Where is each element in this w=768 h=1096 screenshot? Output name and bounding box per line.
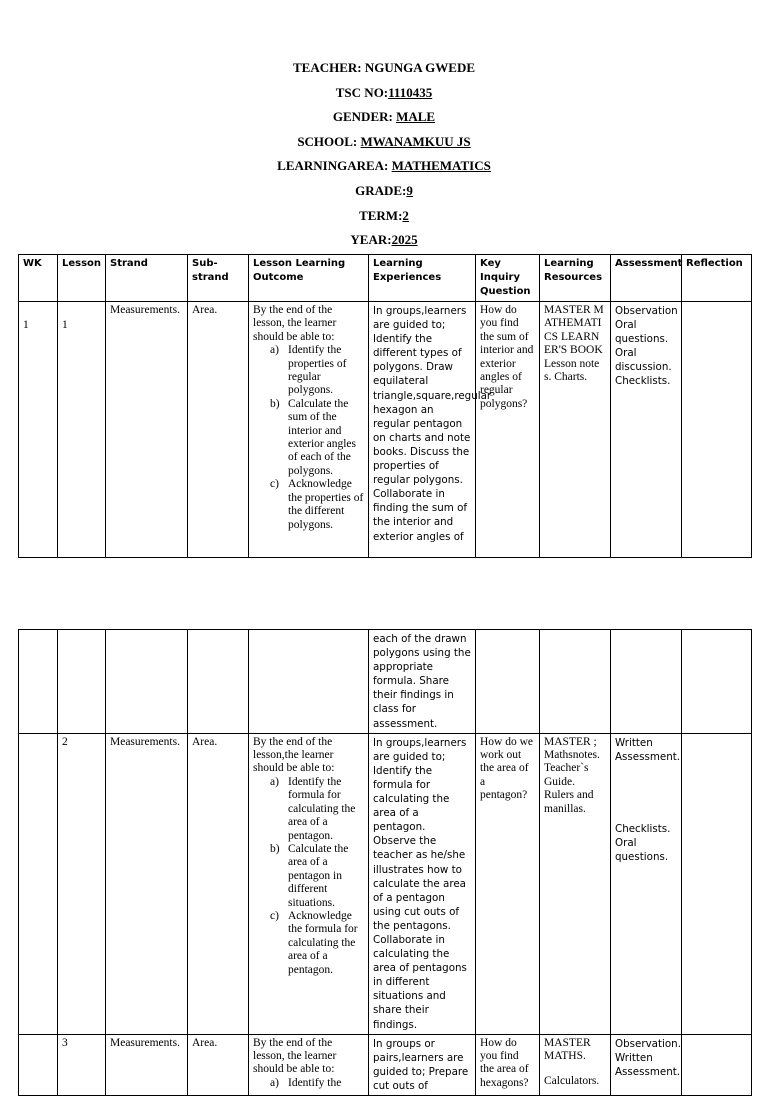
outcome-cell bbox=[249, 733, 369, 1034]
reflection-cell bbox=[682, 733, 752, 1034]
strand-cell: Measurements. bbox=[106, 733, 188, 1034]
assessment-item: Oral questions. bbox=[615, 836, 669, 864]
learning-area-value: MATHEMATICS bbox=[391, 158, 491, 174]
outcome-marker: b) bbox=[270, 842, 280, 855]
outcome-marker: a) bbox=[270, 775, 279, 788]
gender-label: GENDER: bbox=[332, 109, 397, 125]
strand-cell: Measurements. bbox=[106, 302, 188, 558]
reflection-cell bbox=[682, 302, 752, 558]
outcome-intro: By the end of the lesson, the learner should be able to: bbox=[253, 1036, 337, 1076]
assessment-cell bbox=[611, 733, 682, 1034]
strand-cell: Measurements. bbox=[106, 1034, 188, 1095]
outcome-text: Identify the properties of regular polygons. bbox=[288, 344, 347, 397]
strand-cell bbox=[106, 630, 188, 734]
assessment-cell bbox=[611, 302, 682, 558]
experiences-cell: In groups,learners are guided to; Identify the different types of polygons. Draw equilateral triangle,square,regular hexagon an regular pentagon on charts and note books. Discuss the properties of regular polygons. Collaborate in finding the sum of the interior and exterior angles of bbox=[369, 302, 476, 558]
question-cell bbox=[476, 630, 540, 734]
gender-value: MALE bbox=[396, 109, 436, 125]
reflection-cell bbox=[682, 1034, 752, 1095]
outcome-item bbox=[270, 909, 364, 977]
scheme-table-page-2 bbox=[18, 629, 752, 1096]
outcome-item bbox=[270, 344, 364, 398]
tsc-label: TSC NO: bbox=[335, 84, 389, 100]
scheme-table-page-1 bbox=[18, 254, 752, 558]
outcome-text: Identify the bbox=[288, 1076, 342, 1089]
outcome-marker: c) bbox=[270, 909, 279, 922]
lesson-cell bbox=[58, 302, 106, 558]
year-line bbox=[0, 230, 768, 255]
col-header-wk: WK bbox=[19, 255, 58, 302]
lesson-cell bbox=[58, 630, 106, 734]
term-label: TERM: bbox=[359, 207, 403, 223]
assessment-item: Oral questions. bbox=[615, 319, 669, 346]
question-cell: How do you find the area of hexagons? bbox=[476, 1034, 540, 1095]
substrand-cell bbox=[188, 630, 249, 734]
outcome-list bbox=[253, 776, 364, 977]
learning-area-line bbox=[0, 156, 768, 181]
outcome-intro: By the end of the lesson,the learner should be able to: bbox=[253, 735, 335, 775]
wk-cell bbox=[19, 733, 58, 1034]
resources-cell bbox=[540, 1034, 611, 1095]
outcome-marker: a) bbox=[270, 344, 279, 357]
col-header-experiences: Learning Experiences bbox=[369, 255, 476, 302]
assessment-item: Observation bbox=[615, 305, 678, 317]
col-header-substrand: Sub-strand bbox=[188, 255, 249, 302]
outcome-item bbox=[270, 842, 364, 910]
table-header-row bbox=[19, 255, 752, 302]
outcome-cell bbox=[249, 630, 369, 734]
col-header-outcome: Lesson Learning Outcome bbox=[249, 255, 369, 302]
table-row bbox=[19, 630, 752, 734]
assessment-item: Written Assessment. bbox=[615, 1051, 681, 1078]
experiences-cell: each of the drawn polygons using the appropriate formula. Share their findings in class for assessment. bbox=[369, 630, 476, 734]
table-row bbox=[19, 733, 752, 1034]
substrand-cell: Area. bbox=[188, 733, 249, 1034]
outcome-list bbox=[253, 344, 364, 532]
resources-item: MASTER MATHS. bbox=[544, 1036, 591, 1063]
tsc-value: 1110435 bbox=[388, 84, 433, 100]
assessment-item: Observation. bbox=[615, 1037, 681, 1050]
wk-cell bbox=[19, 630, 58, 734]
col-header-lesson: Lesson bbox=[58, 255, 106, 302]
year-value: 2025 bbox=[391, 232, 418, 248]
grade-value: 9 bbox=[406, 182, 413, 198]
school-label: SCHOOL: bbox=[297, 133, 361, 149]
school-value: MWANAMKUU JS bbox=[360, 133, 471, 149]
outcome-item bbox=[270, 478, 364, 532]
school-line bbox=[0, 132, 768, 157]
col-header-reflection: Reflection bbox=[682, 255, 752, 302]
outcome-item bbox=[270, 775, 364, 843]
assessment-item: Oral discussion. bbox=[615, 347, 672, 374]
substrand-cell: Area. bbox=[188, 302, 249, 558]
outcome-text: Calculate the sum of the interior and exterior angles of each of the polygons. bbox=[288, 397, 357, 477]
tsc-line bbox=[0, 83, 768, 108]
grade-line bbox=[0, 181, 768, 206]
lesson-cell: 2 bbox=[58, 733, 106, 1034]
gender-line bbox=[0, 107, 768, 132]
reflection-cell bbox=[682, 630, 752, 734]
col-header-assessment: Assessment bbox=[611, 255, 682, 302]
table-row bbox=[19, 1034, 752, 1095]
resources-cell: MASTER MATHEMATICS LEARNER'S BOOK Lesson notes. Charts. bbox=[540, 302, 611, 558]
question-cell: How do we work out the area of a pentagon? bbox=[476, 733, 540, 1034]
year-label: YEAR: bbox=[350, 232, 392, 248]
resources-cell bbox=[540, 630, 611, 734]
lesson-cell: 3 bbox=[58, 1034, 106, 1095]
outcome-text: Acknowledge the properties of the different polygons. bbox=[288, 478, 364, 531]
learning-area-label: LEARNINGAREA: bbox=[277, 158, 392, 174]
outcome-text: Acknowledge the formula for calculating the area of a pentagon. bbox=[288, 909, 358, 976]
outcome-item bbox=[270, 397, 364, 478]
substrand-cell: Area. bbox=[188, 1034, 249, 1095]
resources-item: Calculators. bbox=[544, 1075, 600, 1088]
outcome-marker: c) bbox=[270, 478, 279, 491]
assessment-item: Checklists. bbox=[615, 375, 671, 388]
resources-cell: MASTER ; Mathsnotes. Teacher`s Guide. Rulers and manillas. bbox=[540, 733, 611, 1034]
outcome-text: Identify the formula for calculating the area of a pentagon. bbox=[288, 775, 356, 842]
col-header-strand: Strand bbox=[106, 255, 188, 302]
outcome-list bbox=[253, 1077, 364, 1090]
lesson-value: 1 bbox=[62, 319, 68, 331]
wk-cell bbox=[19, 1034, 58, 1095]
term-line bbox=[0, 206, 768, 231]
outcome-intro: By the end of the lesson, the learner should be able to: bbox=[253, 304, 337, 343]
teacher-name: TEACHER: NGUNGA GWEDE bbox=[292, 60, 476, 75]
assessment-item: Written Assessment. bbox=[615, 736, 681, 763]
col-header-question: Key Inquiry Question bbox=[476, 255, 540, 302]
assessment-item: Checklists. bbox=[615, 822, 671, 835]
table-row bbox=[19, 302, 752, 558]
wk-value: 1 bbox=[23, 319, 29, 331]
outcome-text: Calculate the area of a pentagon in different situations. bbox=[288, 842, 349, 909]
term-value: 2 bbox=[402, 207, 409, 223]
outcome-marker: a) bbox=[270, 1076, 279, 1089]
question-cell: How do you find the sum of interior and exterior angles of regular polygons? bbox=[476, 302, 540, 558]
document-header bbox=[0, 58, 768, 255]
outcome-cell bbox=[249, 302, 369, 558]
outcome-item bbox=[270, 1076, 364, 1090]
outcome-cell bbox=[249, 1034, 369, 1095]
col-header-resources: Learning Resources bbox=[540, 255, 611, 302]
teacher-line bbox=[0, 58, 768, 83]
assessment-cell bbox=[611, 630, 682, 734]
grade-label: GRADE: bbox=[355, 182, 407, 198]
experiences-cell: In groups or pairs,learners are guided to; Prepare cut outs of bbox=[369, 1034, 476, 1095]
assessment-cell bbox=[611, 1034, 682, 1095]
experiences-cell: In groups,learners are guided to; Identify the formula for calculating the area of a pentagon. Observe the teacher as he/she illustrates how to calculate the area of a pentagon using cut outs of the pentagons. Collaborate in calculating the area of pentagons in different situations and share their findings. bbox=[369, 733, 476, 1034]
outcome-marker: b) bbox=[270, 397, 280, 410]
wk-cell bbox=[19, 302, 58, 558]
